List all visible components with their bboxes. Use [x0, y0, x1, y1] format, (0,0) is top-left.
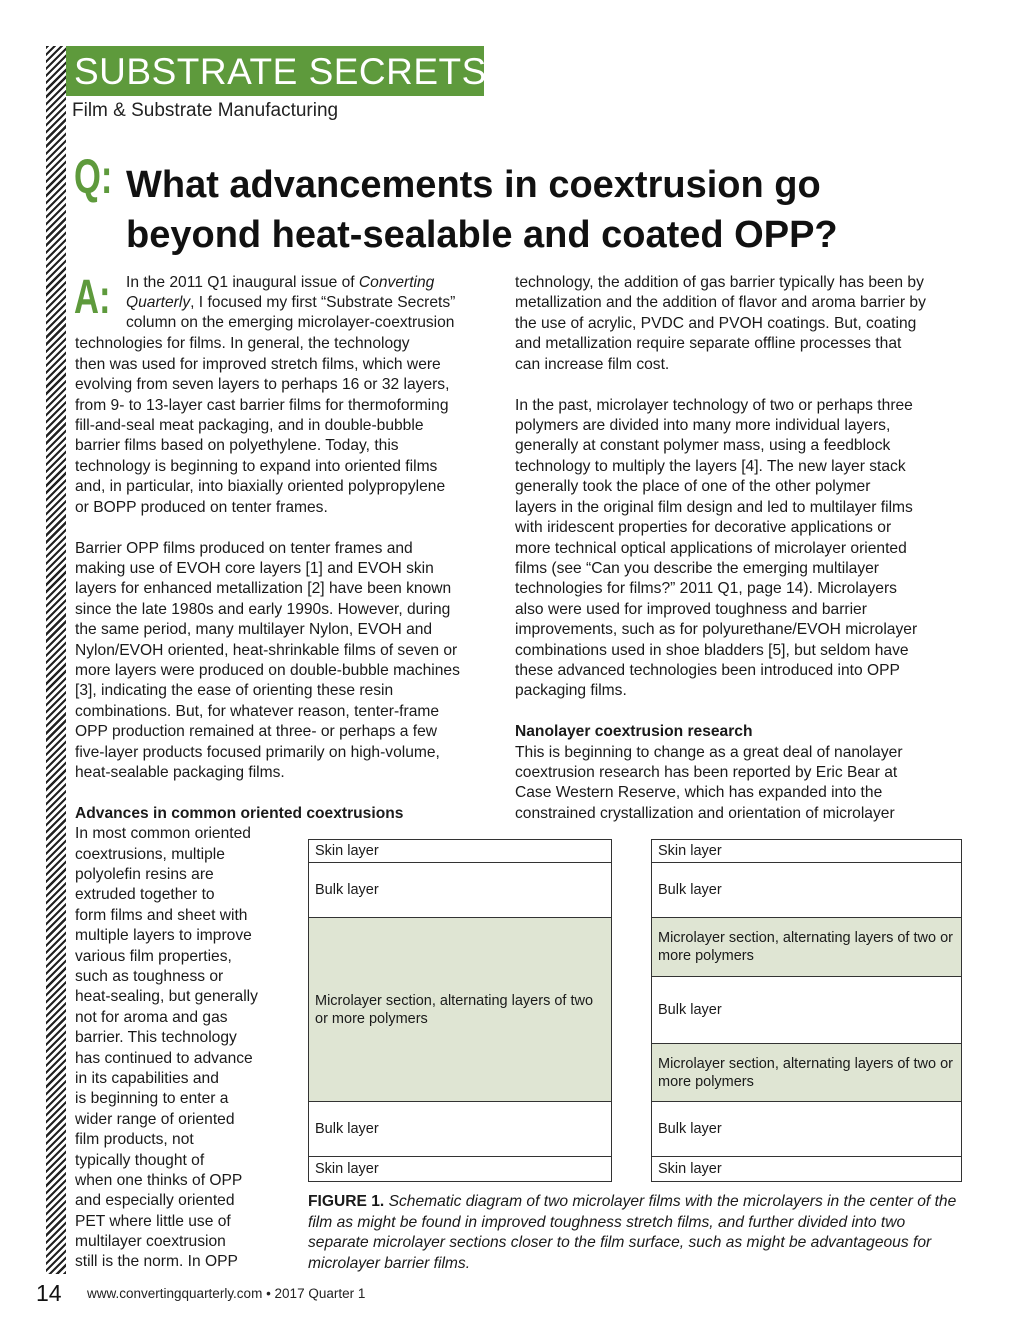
- body-line: not for aroma and gas: [75, 1009, 228, 1026]
- body-line: column on the emerging microlayer-coextrusion: [126, 314, 455, 331]
- body-line: extruded together to: [75, 886, 215, 903]
- body-line: five-layer products focused primarily on high-volume,: [75, 744, 440, 761]
- subheading-nanolayer: Nanolayer coextrusion research: [515, 723, 753, 740]
- body-line: combinations. But, for whatever reason, tenter-frame: [75, 703, 440, 720]
- body-line: is beginning to enter a: [75, 1090, 229, 1107]
- body-line: these advanced technologies been introduced into OPP: [515, 662, 900, 679]
- footer-text: www.convertingquarterly.com • 2017 Quarter 1: [87, 1286, 366, 1301]
- body-line: multiple layers to improve: [75, 927, 252, 944]
- body-line: with iridescent properties for decorative applications or: [515, 519, 892, 536]
- figure-caption-label: FIGURE 1.: [308, 1193, 385, 1210]
- body-line: and metallization require separate offline processes that: [515, 335, 902, 352]
- body-line: making use of EVOH core layers [1] and EVOH skin: [75, 560, 434, 577]
- right-film-bulk-layer-bottom: Bulk layer: [651, 1101, 962, 1157]
- body-line: generally took the place of one of the other polymer: [515, 478, 871, 495]
- body-line: heat-sealable packaging films.: [75, 764, 285, 781]
- body-line: when one thinks of OPP: [75, 1172, 243, 1189]
- body-line: film products, not: [75, 1131, 194, 1148]
- body-line: layers for enhanced metallization [2] have been known: [75, 580, 452, 597]
- body-line: layers in the original film design and led to multilayer films: [515, 499, 913, 516]
- question-marker: Q:: [74, 151, 113, 204]
- body-line: the use of acrylic, PVDC and PVOH coatings. But, coating: [515, 315, 917, 332]
- answer-marker: A:: [74, 271, 111, 324]
- left-film-bulk-layer-top: Bulk layer: [308, 862, 612, 918]
- right-film-bulk-layer-middle: Bulk layer: [651, 976, 962, 1044]
- body-line: In the past, microlayer technology of two or perhaps three: [515, 397, 913, 414]
- body-line: polyolefin resins are: [75, 866, 214, 883]
- section-banner: [66, 46, 487, 96]
- right-film-bulk-layer-top: Bulk layer: [651, 862, 962, 918]
- body-line: since the late 1980s and early 1990s. However, during: [75, 601, 451, 618]
- body-line: barrier. This technology: [75, 1029, 237, 1046]
- body-line: OPP production remained at three- or perhaps a few: [75, 723, 438, 740]
- left-film-microlayer-section: Microlayer section, alternating layers of two or more polymers: [308, 917, 612, 1102]
- body-line: This is beginning to change as a great deal of nanolayer: [515, 744, 903, 761]
- subheading-advances: Advances in common oriented coextrusions: [75, 805, 404, 822]
- body-line: In the 2011 Q1 inaugural issue of Converting: [126, 274, 435, 291]
- body-line: technology, the addition of gas barrier typically has been by: [515, 274, 924, 291]
- body-line: technology is beginning to expand into oriented films: [75, 458, 438, 475]
- body-line: barrier films based on polyethylene. Today, this: [75, 437, 399, 454]
- body-line: and especially oriented: [75, 1192, 235, 1209]
- body-line: heat-sealing, but generally: [75, 988, 258, 1005]
- body-line: Quarterly, I focused my first “Substrate Secrets”: [126, 294, 456, 311]
- body-line: PET where little use of: [75, 1213, 231, 1230]
- body-line: typically thought of: [75, 1152, 205, 1169]
- left-film-skin-layer-bottom: Skin layer: [308, 1156, 612, 1182]
- section-title: SUBSTRATE SECRETS: [74, 51, 487, 92]
- body-line: technologies for films?” 2011 Q1, page 14). Microlayers: [515, 580, 897, 597]
- body-line: then was used for improved stretch films, which were: [75, 356, 441, 373]
- figure-caption: [308, 1192, 968, 1274]
- body-line: polymers are divided into many more individual layers,: [515, 417, 891, 434]
- page-number: 14: [36, 1280, 62, 1306]
- question-heading: [126, 160, 906, 260]
- right-film-skin-layer-bottom: Skin layer: [651, 1156, 962, 1182]
- body-line: more layers were produced on double-bubble machines: [75, 662, 460, 679]
- right-film-microlayer-section-upper: Microlayer section, alternating layers of two or more polymers: [651, 917, 962, 977]
- section-subtitle: Film & Substrate Manufacturing: [72, 100, 339, 121]
- body-line: multilayer coextrusion: [75, 1233, 226, 1250]
- body-line: has continued to advance: [75, 1050, 253, 1067]
- body-line: in its capabilities and: [75, 1070, 219, 1087]
- body-line: metallization and the addition of flavor and aroma barrier by: [515, 294, 926, 311]
- body-line: various film properties,: [75, 948, 232, 965]
- body-line: from 9- to 13-layer cast barrier films for thermoforming: [75, 397, 449, 414]
- body-line: can increase film cost.: [515, 356, 670, 373]
- body-line: more technical optical applications of microlayer oriented: [515, 540, 907, 557]
- decorative-hatch-bar: [46, 46, 66, 1274]
- question-line-1: What advancements in coextrusion go: [126, 164, 821, 206]
- body-line: coextrusion research has been reported by Eric Bear at: [515, 764, 898, 781]
- body-line: In most common oriented: [75, 825, 251, 842]
- body-line: combinations used in shoe bladders [5], but seldom have: [515, 642, 909, 659]
- body-line: fill-and-seal meat packaging, and in double-bubble: [75, 417, 424, 434]
- right-film-skin-layer-top: Skin layer: [651, 839, 962, 863]
- right-film-microlayer-section-lower: Microlayer section, alternating layers of two or more polymers: [651, 1043, 962, 1102]
- body-line: improvements, such as for polyurethane/EVOH microlayer: [515, 621, 918, 638]
- body-line: or BOPP produced on tenter frames.: [75, 499, 328, 516]
- body-line: technology to multiply the layers [4]. The new layer stack: [515, 458, 906, 475]
- body-line: evolving from seven layers to perhaps 16 or 32 layers,: [75, 376, 450, 393]
- body-line: also were used for improved toughness and barrier: [515, 601, 867, 618]
- body-line: form films and sheet with: [75, 907, 248, 924]
- body-line: and, in particular, into biaxially oriented polypropylene: [75, 478, 446, 495]
- body-line: [3], indicating the ease of orienting these resin: [75, 682, 394, 699]
- body-line: still is the norm. In OPP: [75, 1253, 238, 1270]
- body-line: films (see “Can you describe the emerging multilayer: [515, 560, 880, 577]
- body-line: Barrier OPP films produced on tenter frames and: [75, 540, 413, 557]
- body-line: Nylon/EVOH oriented, heat-shrinkable films of seven or: [75, 642, 458, 659]
- body-line: the same period, many multilayer Nylon, EVOH and: [75, 621, 433, 638]
- body-line: constrained crystallization and orientation of microlayer: [515, 805, 895, 822]
- body-line: wider range of oriented: [75, 1111, 235, 1128]
- body-line: technologies for films. In general, the technology: [75, 335, 410, 352]
- left-film-skin-layer-top: Skin layer: [308, 839, 612, 863]
- body-line: coextrusions, multiple: [75, 846, 225, 863]
- left-film-bulk-layer-bottom: Bulk layer: [308, 1101, 612, 1157]
- body-line: such as toughness or: [75, 968, 224, 985]
- body-line: generally at constant polymer mass, using a feedblock: [515, 437, 891, 454]
- body-line: Case Western Reserve, which has expanded into the: [515, 784, 883, 801]
- body-line: packaging films.: [515, 682, 627, 699]
- question-line-2: beyond heat-sealable and coated OPP?: [126, 214, 838, 256]
- figure-caption-text: Schematic diagram of two microlayer films with the microlayers in the center of the film as might be found in improved toughness stretch films, and further divided into two separate microlayer sections closer to the film surface, such as might be advantageous for microlayer barrier films.: [308, 1193, 957, 1272]
